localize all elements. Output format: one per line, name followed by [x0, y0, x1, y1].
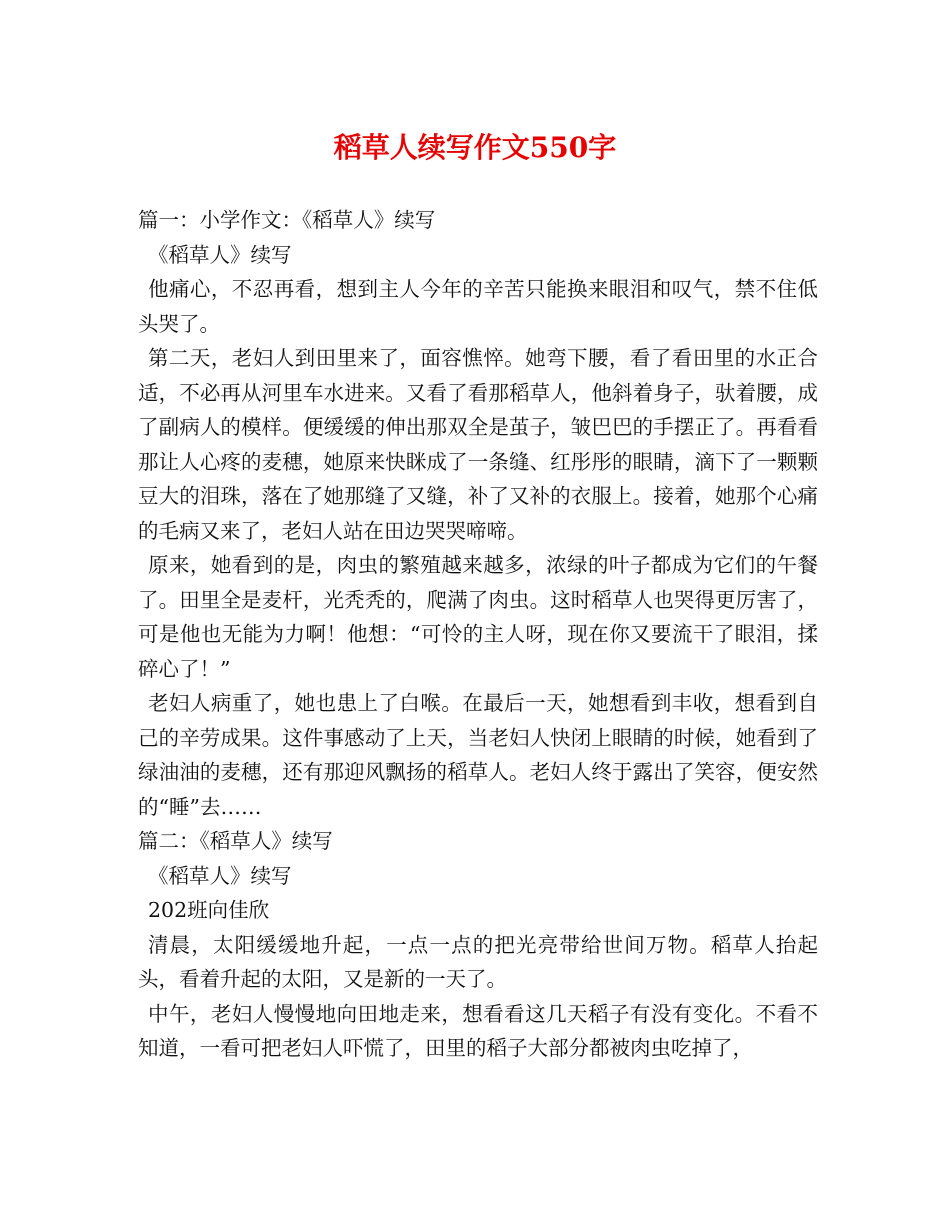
paragraph: 202班向佳欣	[148, 898, 270, 922]
section-heading: 篇一：小学作文：《稻草人》续写	[138, 208, 436, 232]
paragraph: 老妇人病重了，她也患上了白喉。在最后一天，她想看到丰收，想看到自己的辛劳成果。这件事感动了上天，当老妇人快闭上眼睛的时候，她看到了绿油油的麦穗，还有那迎风飘扬的稻草人。老妇人终于露出了笑容，便安然的“睡”去……	[138, 691, 818, 819]
paragraph: 《稻草人》续写	[148, 242, 292, 267]
paragraph: 《稻草人》续写	[148, 863, 292, 888]
paragraph: 第二天，老妇人到田里来了，面容憔悴。她弯下腰，看了看田里的水正合适，不必再从河里车水进来。又看了看那稻草人，他斜着身子，驮着腰，成了副病人的模样。便缓缓的伸出那双全是茧子，皱巴巴的手摆正了。再看看那让人心疼的麦穗，她原来快眯成了一条缝、红彤彤的眼睛，滴下了一颗颗豆大的泪珠，落在了她那缝了又缝，补了又补的衣服上。接着，她那个心痛的毛病又来了，老妇人站在田边哭哭啼啼。	[138, 346, 818, 543]
document-body	[138, 203, 818, 1066]
document-title: 稻草人续写作文550字	[333, 131, 617, 164]
paragraph: 他痛心，不忍再看，想到主人今年的辛苦只能换来眼泪和叹气，禁不住低头哭了。	[138, 277, 818, 336]
paragraph: 中午，老妇人慢慢地向田地走来，想看看这几天稻子有没有变化。不看不知道，一看可把老妇人吓慌了，田里的稻子大部分都被肉虫吃掉了，	[138, 1001, 818, 1060]
paragraph: 原来，她看到的是，肉虫的繁殖越来越多，浓绿的叶子都成为它们的午餐了。田里全是麦杆，光秃秃的，爬满了肉虫。这时稻草人也哭得更厉害了，可是他也无能为力啊！他想：“可怜的主人呀，现在你又要流干了眼泪，揉碎心了！”	[138, 553, 818, 681]
paragraph: 清晨，太阳缓缓地升起，一点一点的把光亮带给世间万物。稻草人抬起头，看着升起的太阳，又是新的一天了。	[138, 932, 818, 991]
section-heading: 篇二：《稻草人》续写	[138, 829, 333, 853]
